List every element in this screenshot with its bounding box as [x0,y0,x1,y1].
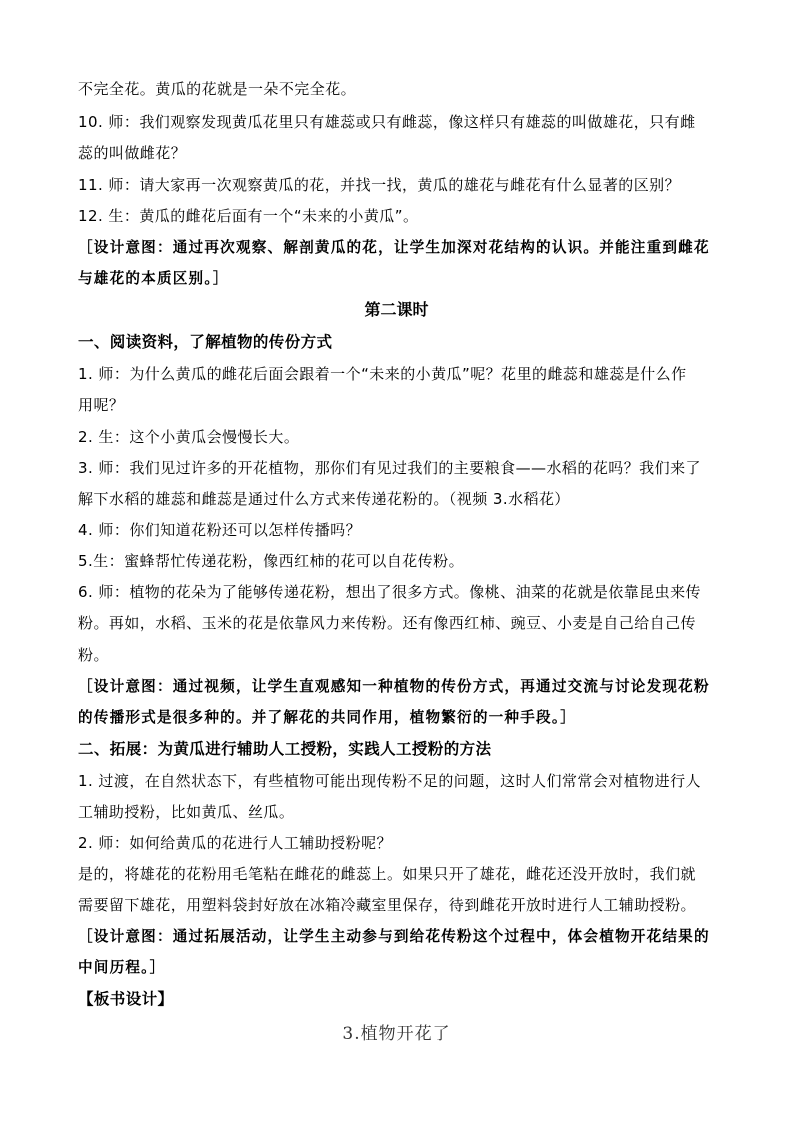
board-title: 3.植物开花了 [342,1024,451,1044]
paragraph-line: 蕊的叫做雌花？ [78,144,187,162]
paragraph-line: 2. 师：如何给黄瓜的花进行人工辅助授粉呢？ [78,834,392,852]
paragraph-line: 1. 过渡，在自然状态下，有些植物可能出现传粉不足的问题，这时人们常常会对植物进行人 [78,772,701,790]
paragraph-line: 需要留下雄花，用塑料袋封好放在冰箱冷藏室里保存，待到雌花开放时进行人工辅助授粉。 [78,896,697,914]
paragraph-line: 解下水稻的雄蕊和雌蕊是通过什么方式来传递花粉的。（视频 3.水稻花） [78,490,570,508]
design-intent-line: 与雄花的本质区别。］ [78,270,229,287]
board-design-label: 【板书设计】 [78,990,174,1008]
paragraph-line: 用呢？ [78,396,125,414]
section-heading: 二、拓展：为黄瓜进行辅助人工授粉，实践人工授粉的方法 [78,740,492,758]
paragraph-line: 不完全花。黄瓜的花就是一朵不完全花。 [78,80,357,98]
paragraph-line: 1. 师：为什么黄瓜的雌花后面会跟着一个“未来的小黄瓜”呢？花里的雌蕊和雄蕊是什么作 [78,365,687,383]
paragraph-line: 10. 师：我们观察发现黄瓜花里只有雄蕊或只有雌蕊，像这样只有雄蕊的叫做雄花，只有雌 [78,113,696,131]
design-intent-line: ［设计意图：通过视频，让学生直观感知一种植物的传份方式，再通过交流与讨论发现花粉 [78,678,710,695]
paragraph-line: 是的，将雄花的花粉用毛笔粘在雌花的雌蕊上。如果只开了雄花，雌花还没开放时，我们就 [78,865,697,883]
design-intent-line: 的传播形式是很多种的。并了解花的共同作用，植物繁衍的一种手段。］ [78,709,577,726]
paragraph-line: 2. 生：这个小黄瓜会慢慢长大。 [78,428,300,446]
paragraph-line: 4. 师：你们知道花粉还可以怎样传播吗？ [78,521,362,539]
paragraph-line: 6. 师：植物的花朵为了能够传递花粉，想出了很多方式。像桃、油菜的花就是依靠昆虫来传 [78,583,701,601]
section-heading: 一、阅读资料，了解植物的传份方式 [78,333,333,351]
paragraph-line: 粉。再如，水稻、玉米的花是依靠风力来传粉。还有像西红柿、豌豆、小麦是自己给自己传 [78,614,697,632]
design-intent-line: ［设计意图：通过再次观察、解剖黄瓜的花，让学生加深对花结构的认识。并能注重到雌花 [78,239,710,256]
design-intent-line: 中间历程。］ [78,959,166,976]
paragraph-line: 3. 师：我们见过许多的开花植物，那你们有见过我们的主要粮食——水稻的花吗？我们来了 [78,459,701,477]
paragraph-line: 5.生：蜜蜂帮忙传递花粉，像西红柿的花可以自花传粉。 [78,552,465,570]
paragraph-line: 工辅助授粉，比如黄瓜、丝瓜。 [78,803,295,821]
paragraph-line: 12. 生：黄瓜的雌花后面有一个“未来的小黄瓜”。 [78,207,419,225]
lesson-title: 第二课时 [364,300,429,319]
design-intent-line: ［设计意图：通过拓展活动，让学生主动参与到给花传粉这个过程中，体会植物开花结果的 [78,928,710,945]
paragraph-line: 粉。 [78,646,109,664]
paragraph-line: 11. 师：请大家再一次观察黄瓜的花，并找一找，黄瓜的雄花与雌花有什么显著的区别？ [78,176,681,194]
